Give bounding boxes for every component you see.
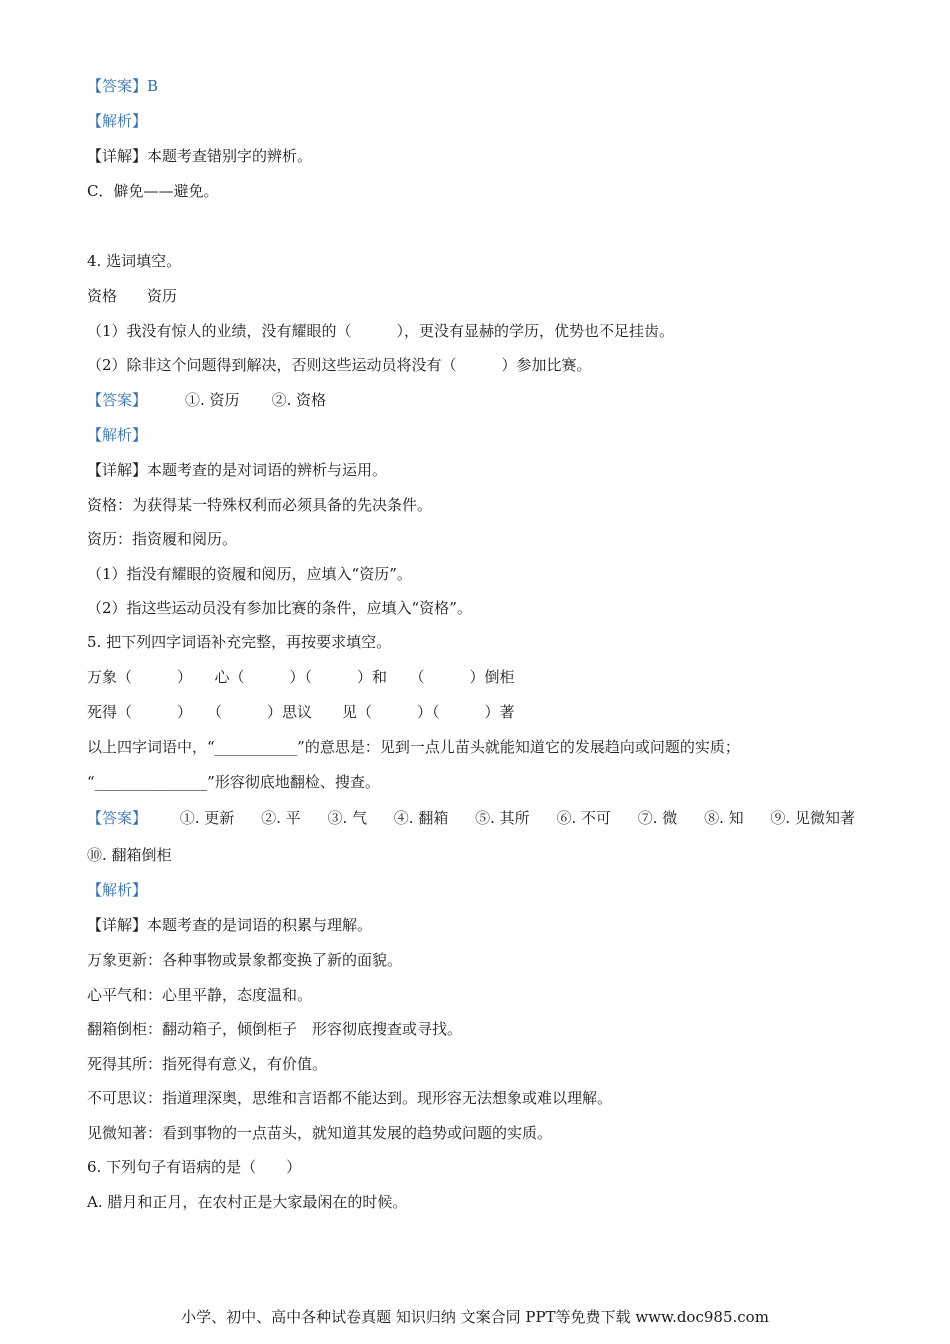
q4-answer-row [87,390,326,410]
q4-detail: 【详解】本题考查的是对词语的辨析与运用。 [87,461,388,479]
q6-option-a: A. 腊月和正月，在农村正是大家最闲在的时候。 [87,1193,408,1211]
q3-analysis-label: 【解析】 [87,112,148,130]
q4-sentence-1: （1）我没有惊人的业绩，没有耀眼的（ ），更没有显赫的学历，优势也不足挂齿。 [87,322,675,340]
page-footer: 小学、初中、高中各种试卷真题 知识归纳 文案合同 PPT等免费下载 www.doc985.com [181,1308,769,1326]
q5-explain-5: 不可思议：指道理深奥，思维和言语都不能达到。现形容无法想象或难以理解。 [87,1089,613,1107]
q5-detail: 【详解】本题考查的是词语的积累与理解。 [87,916,373,934]
q3-option-c: C．僻免——避免。 [87,182,219,200]
q5-row-2: 死得（ ） （ ）思议 见（ ）（ ）著 [87,703,515,721]
q5-title: 5. 把下列四字词语补充完整，再按要求填空。 [87,633,392,651]
q4-answer-2: ②. 资格 [271,391,327,409]
q5-explain-4: 死得其所：指死得有意义，有价值。 [87,1055,328,1073]
q5-explain-3: 翻箱倒柜：翻动箱子，倾倒柜子 形容彻底搜查或寻找。 [87,1020,463,1038]
q5-explain-2: 心平气和：心里平静，态度温和。 [87,986,313,1004]
q3-detail: 【详解】本题考查错别字的辨析。 [87,147,313,165]
q5-answer-item: ⑤. 其所 [475,809,530,827]
q5-fill-1: 以上四字词语中，“___________”的意思是：见到一点儿苗头就能知道它的发展趋向或问题的实质； [87,738,740,756]
q5-answer-item: ⑧. 知 [704,809,744,827]
q5-answer-item: ⑥. 不可 [556,809,611,827]
q5-answer-row [87,808,855,828]
q4-explain-2: 资历：指资履和阅历。 [87,530,238,548]
q5-answer-label: 【答案】 [87,809,148,827]
q6-title: 6. 下列句子有语病的是（ ） [87,1158,302,1176]
q4-words: 资格 资历 [87,287,178,305]
q5-explain-6: 见微知著：看到事物的一点苗头，就知道其发展的趋势或问题的实质。 [87,1124,553,1142]
q4-explain-3: （1）指没有耀眼的资履和阅历，应填入“资历”。 [87,565,412,583]
q4-answer-1: ①. 资历 [185,391,240,409]
q4-answer-label: 【答案】 [87,391,148,409]
q5-answer-item: ⑦. 微 [637,809,678,827]
q5-answer-item: ③. 气 [327,809,367,827]
q5-fill-2: “_______________”形容彻底地翻检、搜查。 [87,773,380,791]
q4-title: 4. 选词填空。 [87,252,182,270]
q3-answer: 【答案】B [87,77,159,95]
q5-answer-item: ①. 更新 [179,809,235,827]
q4-explain-1: 资格：为获得某一特殊权利而必须具备的先决条件。 [87,496,433,514]
q5-answer-item: ②. 平 [261,809,301,827]
q5-answer-item: ⑨. 见微知著 [770,809,855,827]
q5-answer-item: ④. 翻箱 [393,809,449,827]
q5-analysis-label: 【解析】 [87,881,148,899]
q5-explain-1: 万象更新：各种事物或景象都变换了新的面貌。 [87,951,403,969]
q4-explain-4: （2）指这些运动员没有参加比赛的条件，应填入“资格”。 [87,599,472,617]
q4-analysis-label: 【解析】 [87,426,148,444]
q5-row-1: 万象（ ） 心（ ）（ ）和 （ ）倒柜 [87,668,515,686]
q5-answer-10: ⑩. 翻箱倒柜 [87,846,172,864]
q4-sentence-2: （2）除非这个问题得到解决，否则这些运动员将没有（ ）参加比赛。 [87,356,592,374]
